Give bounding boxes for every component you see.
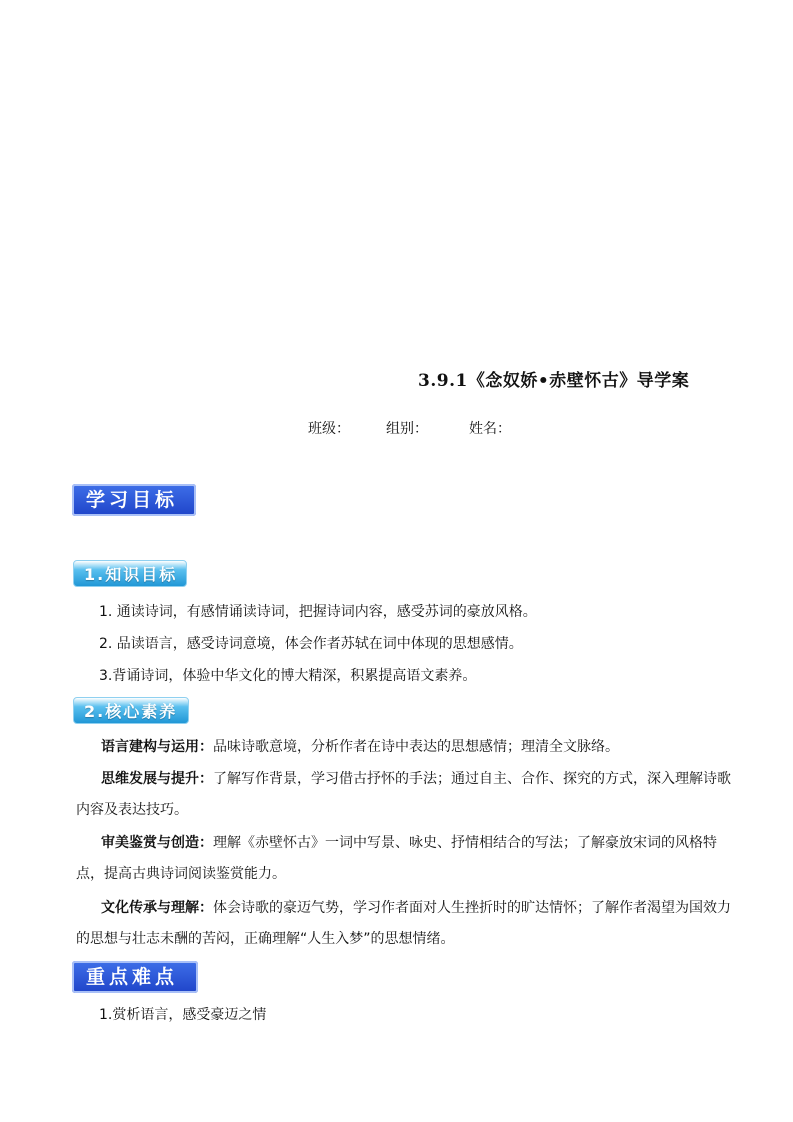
core-item-language-label: 语言建构与运用： — [101, 739, 213, 755]
class-label: 班级： — [308, 421, 350, 437]
core-literacy-banner: 2.核心素养 — [73, 697, 189, 724]
core-item-aesthetics — [76, 828, 736, 890]
core-item-thinking — [76, 764, 736, 826]
group-label: 组别： — [386, 421, 428, 437]
core-item-language — [76, 732, 736, 763]
knowledge-item-1: 1. 通读诗词，有感情诵读诗词，把握诗词内容，感受苏词的豪放风格。 — [99, 604, 537, 620]
core-item-language-text: 品味诗歌意境，分析作者在诗中表达的思想感情；理清全文脉络。 — [213, 739, 619, 755]
core-item-thinking-text: 了解写作背景，学习借古抒怀的手法；通过自主、合作、探究的方式，深入理解诗歌内容及表达技巧。 — [76, 771, 731, 818]
key-item-1: 1.赏析语言，感受豪迈之情 — [99, 1007, 267, 1023]
core-item-aesthetics-text: 理解《赤壁怀古》一词中写景、咏史、抒情相结合的写法；了解豪放宋词的风格特点，提高古典诗词阅读鉴赏能力。 — [76, 835, 717, 882]
core-item-culture-text: 体会诗歌的豪迈气势，学习作者面对人生挫折时的旷达情怀；了解作者渴望为国效力的思想与壮志未酬的苦闷，正确理解“人生入梦”的思想情绪。 — [76, 900, 731, 947]
knowledge-item-2: 2. 品读语言，感受诗词意境，体会作者苏轼在词中体现的思想感情。 — [99, 636, 523, 652]
core-item-culture-label: 文化传承与理解： — [101, 900, 213, 916]
core-item-aesthetics-label: 审美鉴赏与创造： — [101, 835, 213, 851]
document-title: 3.9.1《念奴娇•赤壁怀古》导学案 — [418, 371, 690, 391]
knowledge-goals-banner: 1.知识目标 — [73, 560, 187, 587]
learning-goals-banner: 学习目标 — [72, 484, 196, 516]
knowledge-item-3: 3.背诵诗词，体验中华文化的博大精深，积累提高语文素养。 — [99, 668, 477, 684]
core-item-culture — [76, 893, 736, 955]
name-label: 姓名： — [469, 421, 511, 437]
core-item-thinking-label: 思维发展与提升： — [101, 771, 213, 787]
key-difficult-points-banner: 重点难点 — [72, 961, 198, 993]
